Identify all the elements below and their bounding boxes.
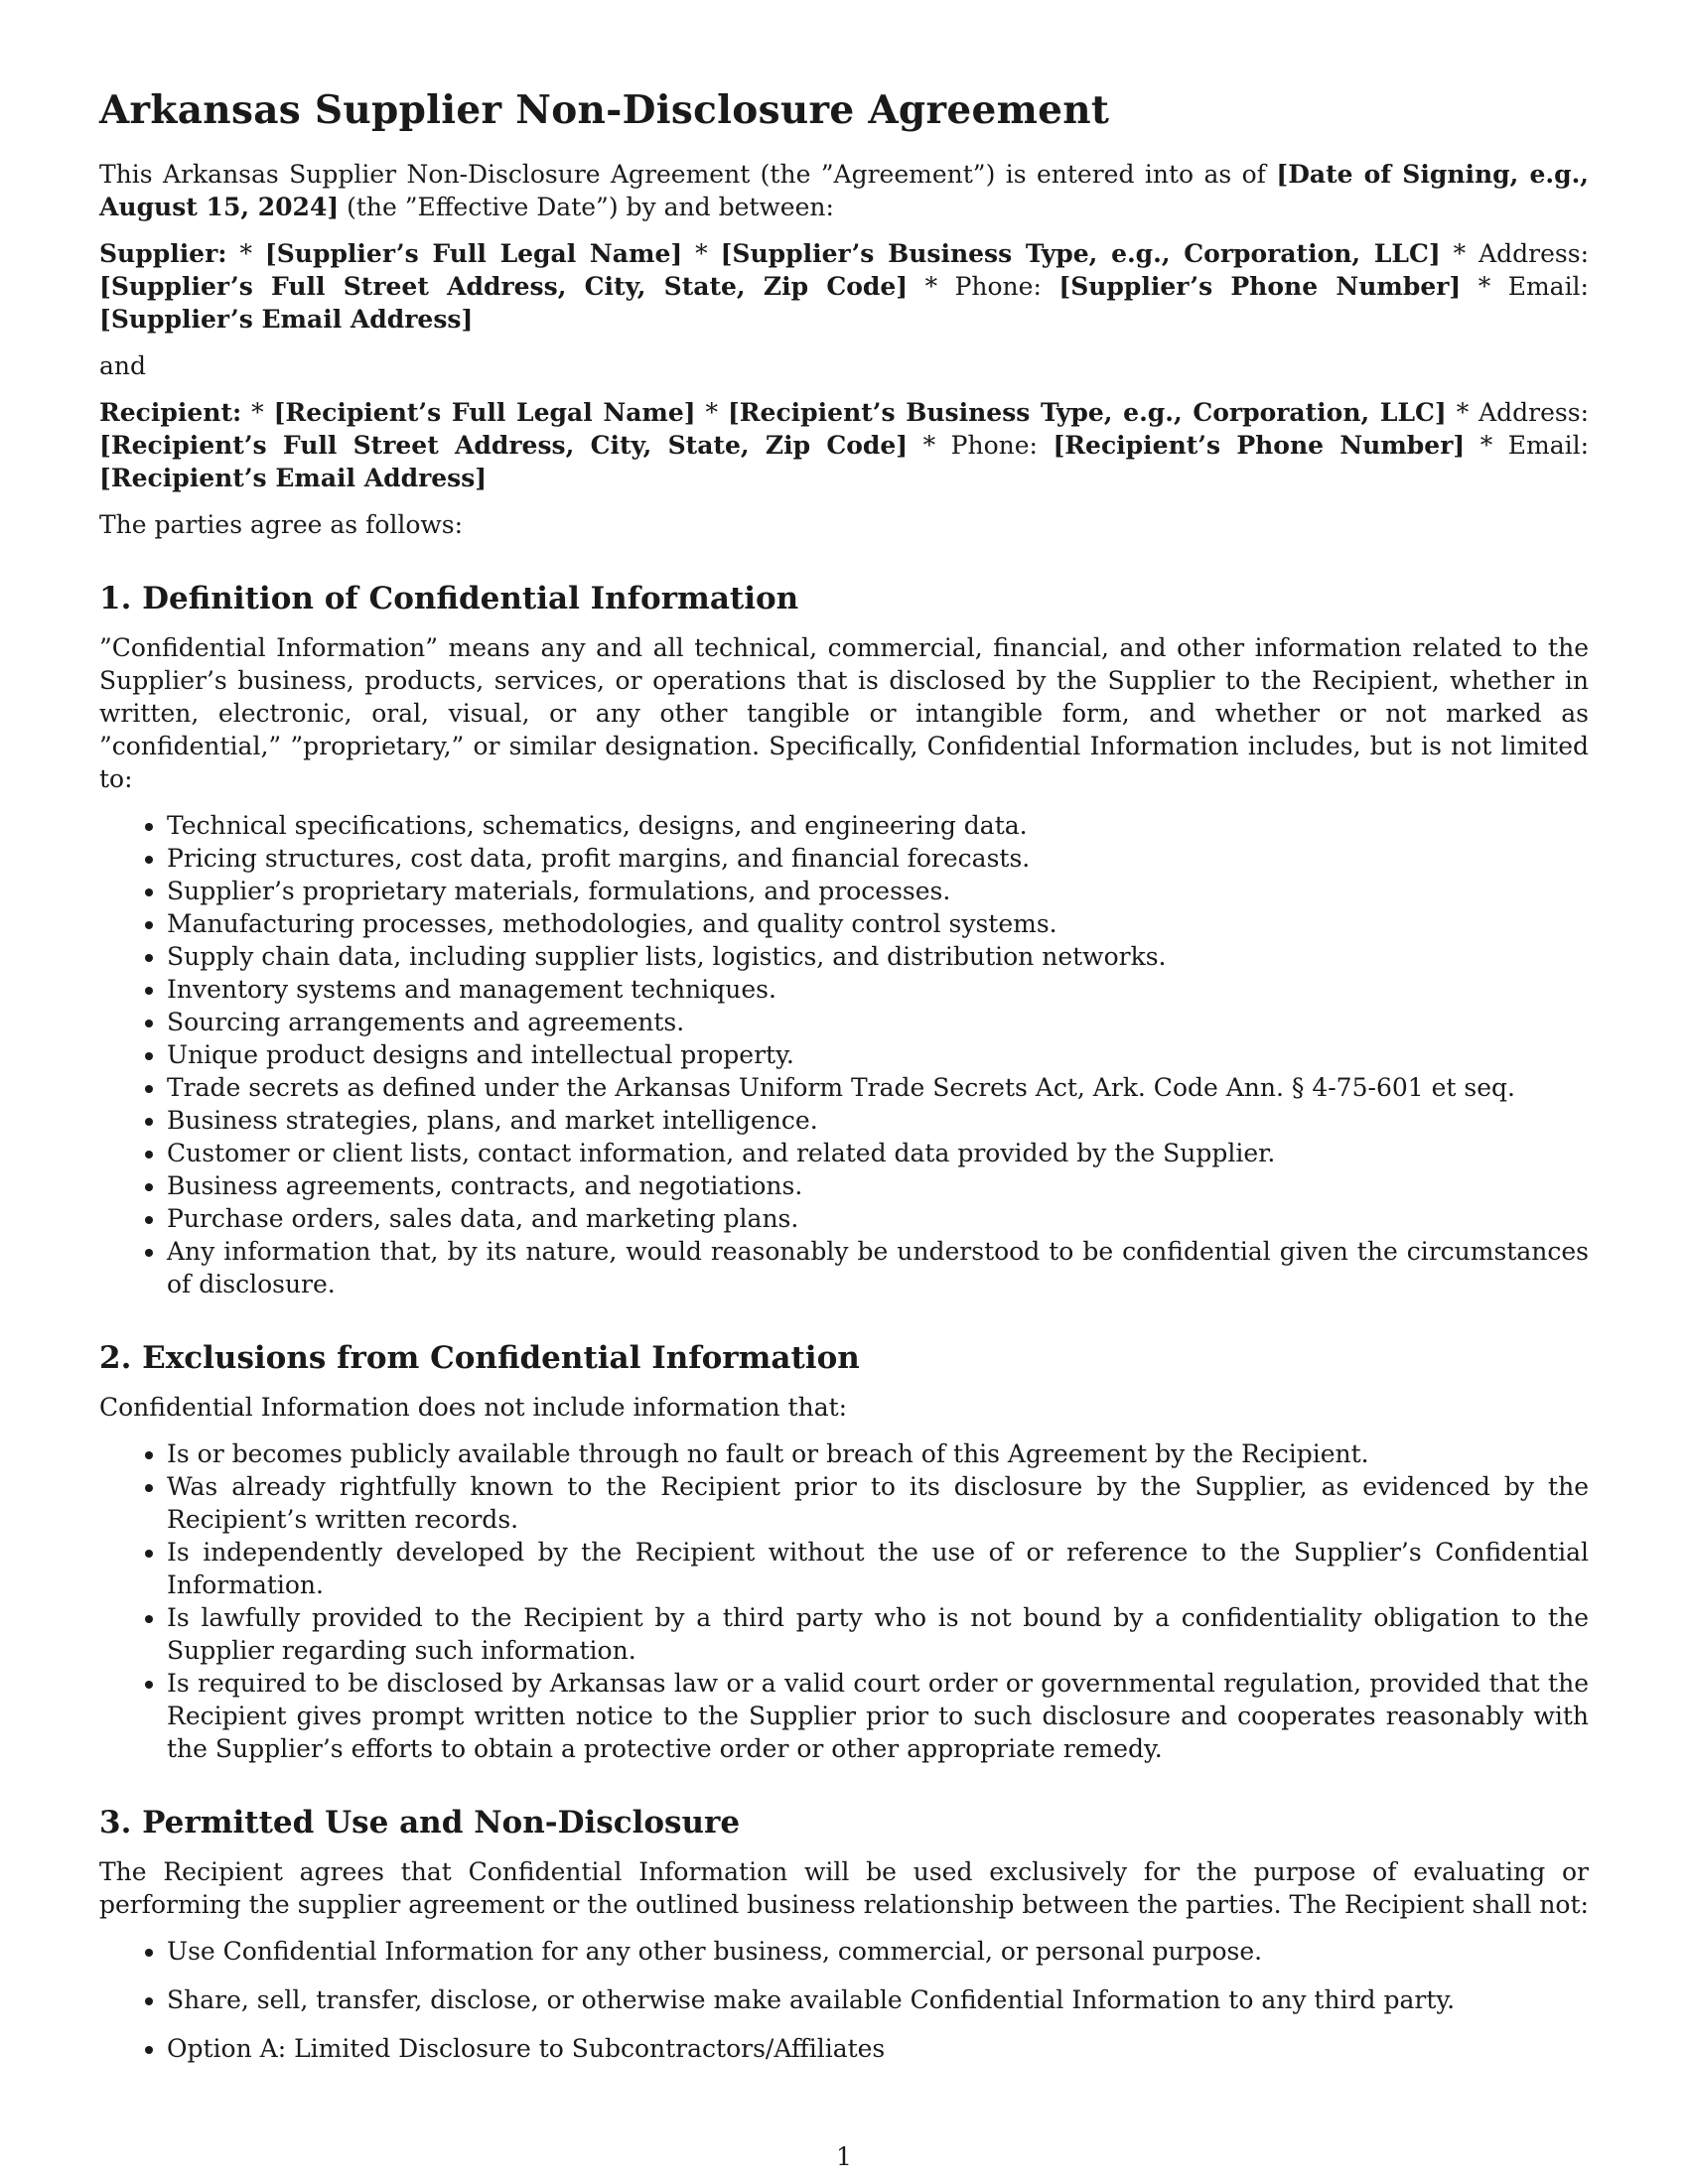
list-item: • Unique product designs and intellectual property. (167, 1038, 1589, 1071)
recipient-name-placeholder: [Recipient’s Full Legal Name] (273, 397, 696, 427)
bullet-star: * (922, 430, 936, 460)
list-item: • Is required to be disclosed by Arkansas law or a valid court order or governmental regulation, provided that the Recipient gives prompt written notice to the Supplier prior to such disclosure and cooperates reasonably with the Supplier’s efforts to obtain a protective order or other appropriate remedy. (167, 1667, 1589, 1765)
supplier-name-placeholder: [Supplier’s Full Legal Name] (264, 238, 683, 268)
supplier-business-type-placeholder: [Supplier’s Business Type, e.g., Corporation, LLC] (720, 238, 1441, 268)
list-item: • Supplier’s proprietary materials, formulations, and processes. (167, 875, 1589, 907)
recipient-block (99, 396, 1589, 494)
recipient-label: Recipient: (99, 397, 242, 427)
list-item: • Is lawfully provided to the Recipient by a third party who is not bound by a confidentiality obligation to the Supplier regarding such information. (167, 1601, 1589, 1667)
bullet-star: * (924, 271, 938, 301)
list-item: • Supply chain data, including supplier lists, logistics, and distribution networks. (167, 940, 1589, 973)
intro-lead: This Arkansas Supplier Non-Disclosure Agreement (the ”Agreement”) is entered into as of (99, 159, 1266, 189)
list-item: • Trade secrets as defined under the Arkansas Uniform Trade Secrets Act, Ark. Code Ann. § 4-75-601 et seq. (167, 1071, 1589, 1104)
list-item: • Customer or client lists, contact information, and related data provided by the Supplier. (167, 1137, 1589, 1169)
supplier-address-label: Address: (1478, 238, 1590, 268)
intro-tail: (the ”Effective Date”) by and between: (347, 192, 834, 221)
list-item: • Business strategies, plans, and market intelligence. (167, 1104, 1589, 1137)
bullet-star: * (1453, 238, 1467, 268)
supplier-phone-label: Phone: (954, 271, 1042, 301)
page-number: 1 (836, 2142, 852, 2171)
list-item: • Is or becomes publicly available through no fault or breach of this Agreement by the Recipient. (167, 1437, 1589, 1470)
supplier-email-label: Email: (1507, 271, 1589, 301)
recipient-phone-placeholder: [Recipient’s Phone Number] (1053, 430, 1466, 460)
supplier-phone-placeholder: [Supplier’s Phone Number] (1058, 271, 1462, 301)
document-content (99, 87, 1589, 2081)
list-item: • Any information that, by its nature, would reasonably be understood to be confidential given the circumstances of disclosure. (167, 1235, 1589, 1300)
list-item: • Option A: Limited Disclosure to Subcontractors/Affiliates (167, 2032, 1589, 2065)
list-item: • Share, sell, transfer, disclose, or otherwise make available Confidential Information to any third party. (167, 1983, 1589, 2016)
list-item: • Purchase orders, sales data, and marketing plans. (167, 1202, 1589, 1235)
recipient-business-type-placeholder: [Recipient’s Business Type, e.g., Corporation, LLC] (727, 397, 1447, 427)
supplier-label: Supplier: (99, 238, 227, 268)
effective-date-placeholder: [Date of Signing, e.g., August 15, 2024] (99, 159, 1590, 221)
list-item: • Pricing structures, cost data, profit margins, and financial forecasts. (167, 842, 1589, 875)
section-1-body: ”Confidential Information” means any and all technical, commercial, financial, and other information related to the Supplier’s business, products, services, or operations that is disclosed by the Supplier to the Recipient, whether in written, electronic, oral, visual, or any other tangible or intangible form, and whether or not marked as ”confidential,” ”proprietary,” or similar designation. Specifically, Confidential Information includes, but is not limited to: (99, 632, 1589, 793)
section-2-list (99, 1437, 1589, 1765)
section-3-heading: 3. Permitted Use and Non-Disclosure (99, 1805, 741, 1842)
section-2-heading: 2. Exclusions from Confidential Information (99, 1339, 860, 1376)
bullet-star: * (1479, 430, 1493, 460)
list-item: • Inventory systems and management techniques. (167, 973, 1589, 1006)
bullet-star: * (695, 238, 708, 268)
list-item: • Use Confidential Information for any other business, commercial, or personal purpose. (167, 1935, 1589, 1968)
section-2-body: Confidential Information does not include information that: (99, 1393, 848, 1423)
section-3-list (99, 1935, 1589, 2065)
list-item: • Business agreements, contracts, and negotiations. (167, 1169, 1589, 1202)
recipient-address-label: Address: (1478, 397, 1589, 427)
bullet-star: * (251, 397, 264, 427)
and-connector: and (99, 350, 147, 380)
list-item: • Sourcing arrangements and agreements. (167, 1006, 1589, 1038)
intro-paragraph (99, 158, 1589, 223)
document-title: Arkansas Supplier Non-Disclosure Agreement (99, 87, 1110, 133)
supplier-block (99, 237, 1589, 336)
list-item: • Is independently developed by the Recipient without the use of or reference to the Supplier’s Confidential Information. (167, 1536, 1589, 1601)
recipient-email-label: Email: (1507, 430, 1590, 460)
list-item: • Technical specifications, schematics, designs, and engineering data. (167, 809, 1589, 842)
bullet-star: * (1477, 271, 1491, 301)
agree-statement: The parties agree as follows: (99, 509, 464, 539)
section-1-list (99, 809, 1589, 1300)
section-3-body: The Recipient agrees that Confidential Information will be used exclusively for the purpose of evaluating or performing the supplier agreement or the outlined business relationship between the parties. The Recipient shall not: (99, 1857, 1589, 1920)
supplier-address-placeholder: [Supplier’s Full Street Address, City, State, Zip Code] (99, 271, 909, 301)
bullet-star: * (705, 397, 719, 427)
recipient-address-placeholder: [Recipient’s Full Street Address, City, State, Zip Code] (99, 430, 909, 460)
recipient-email-placeholder: [Recipient’s Email Address] (99, 463, 488, 492)
recipient-phone-label: Phone: (950, 430, 1038, 460)
bullet-star: * (1456, 397, 1470, 427)
bullet-star: * (239, 238, 252, 268)
supplier-email-placeholder: [Supplier’s Email Address] (99, 304, 474, 334)
list-item: • Was already rightfully known to the Recipient prior to its disclosure by the Supplier, as evidenced by the Recipient’s written records. (167, 1470, 1589, 1536)
section-1-heading: 1. Definition of Confidential Information (99, 580, 799, 616)
list-item: • Manufacturing processes, methodologies, and quality control systems. (167, 907, 1589, 940)
